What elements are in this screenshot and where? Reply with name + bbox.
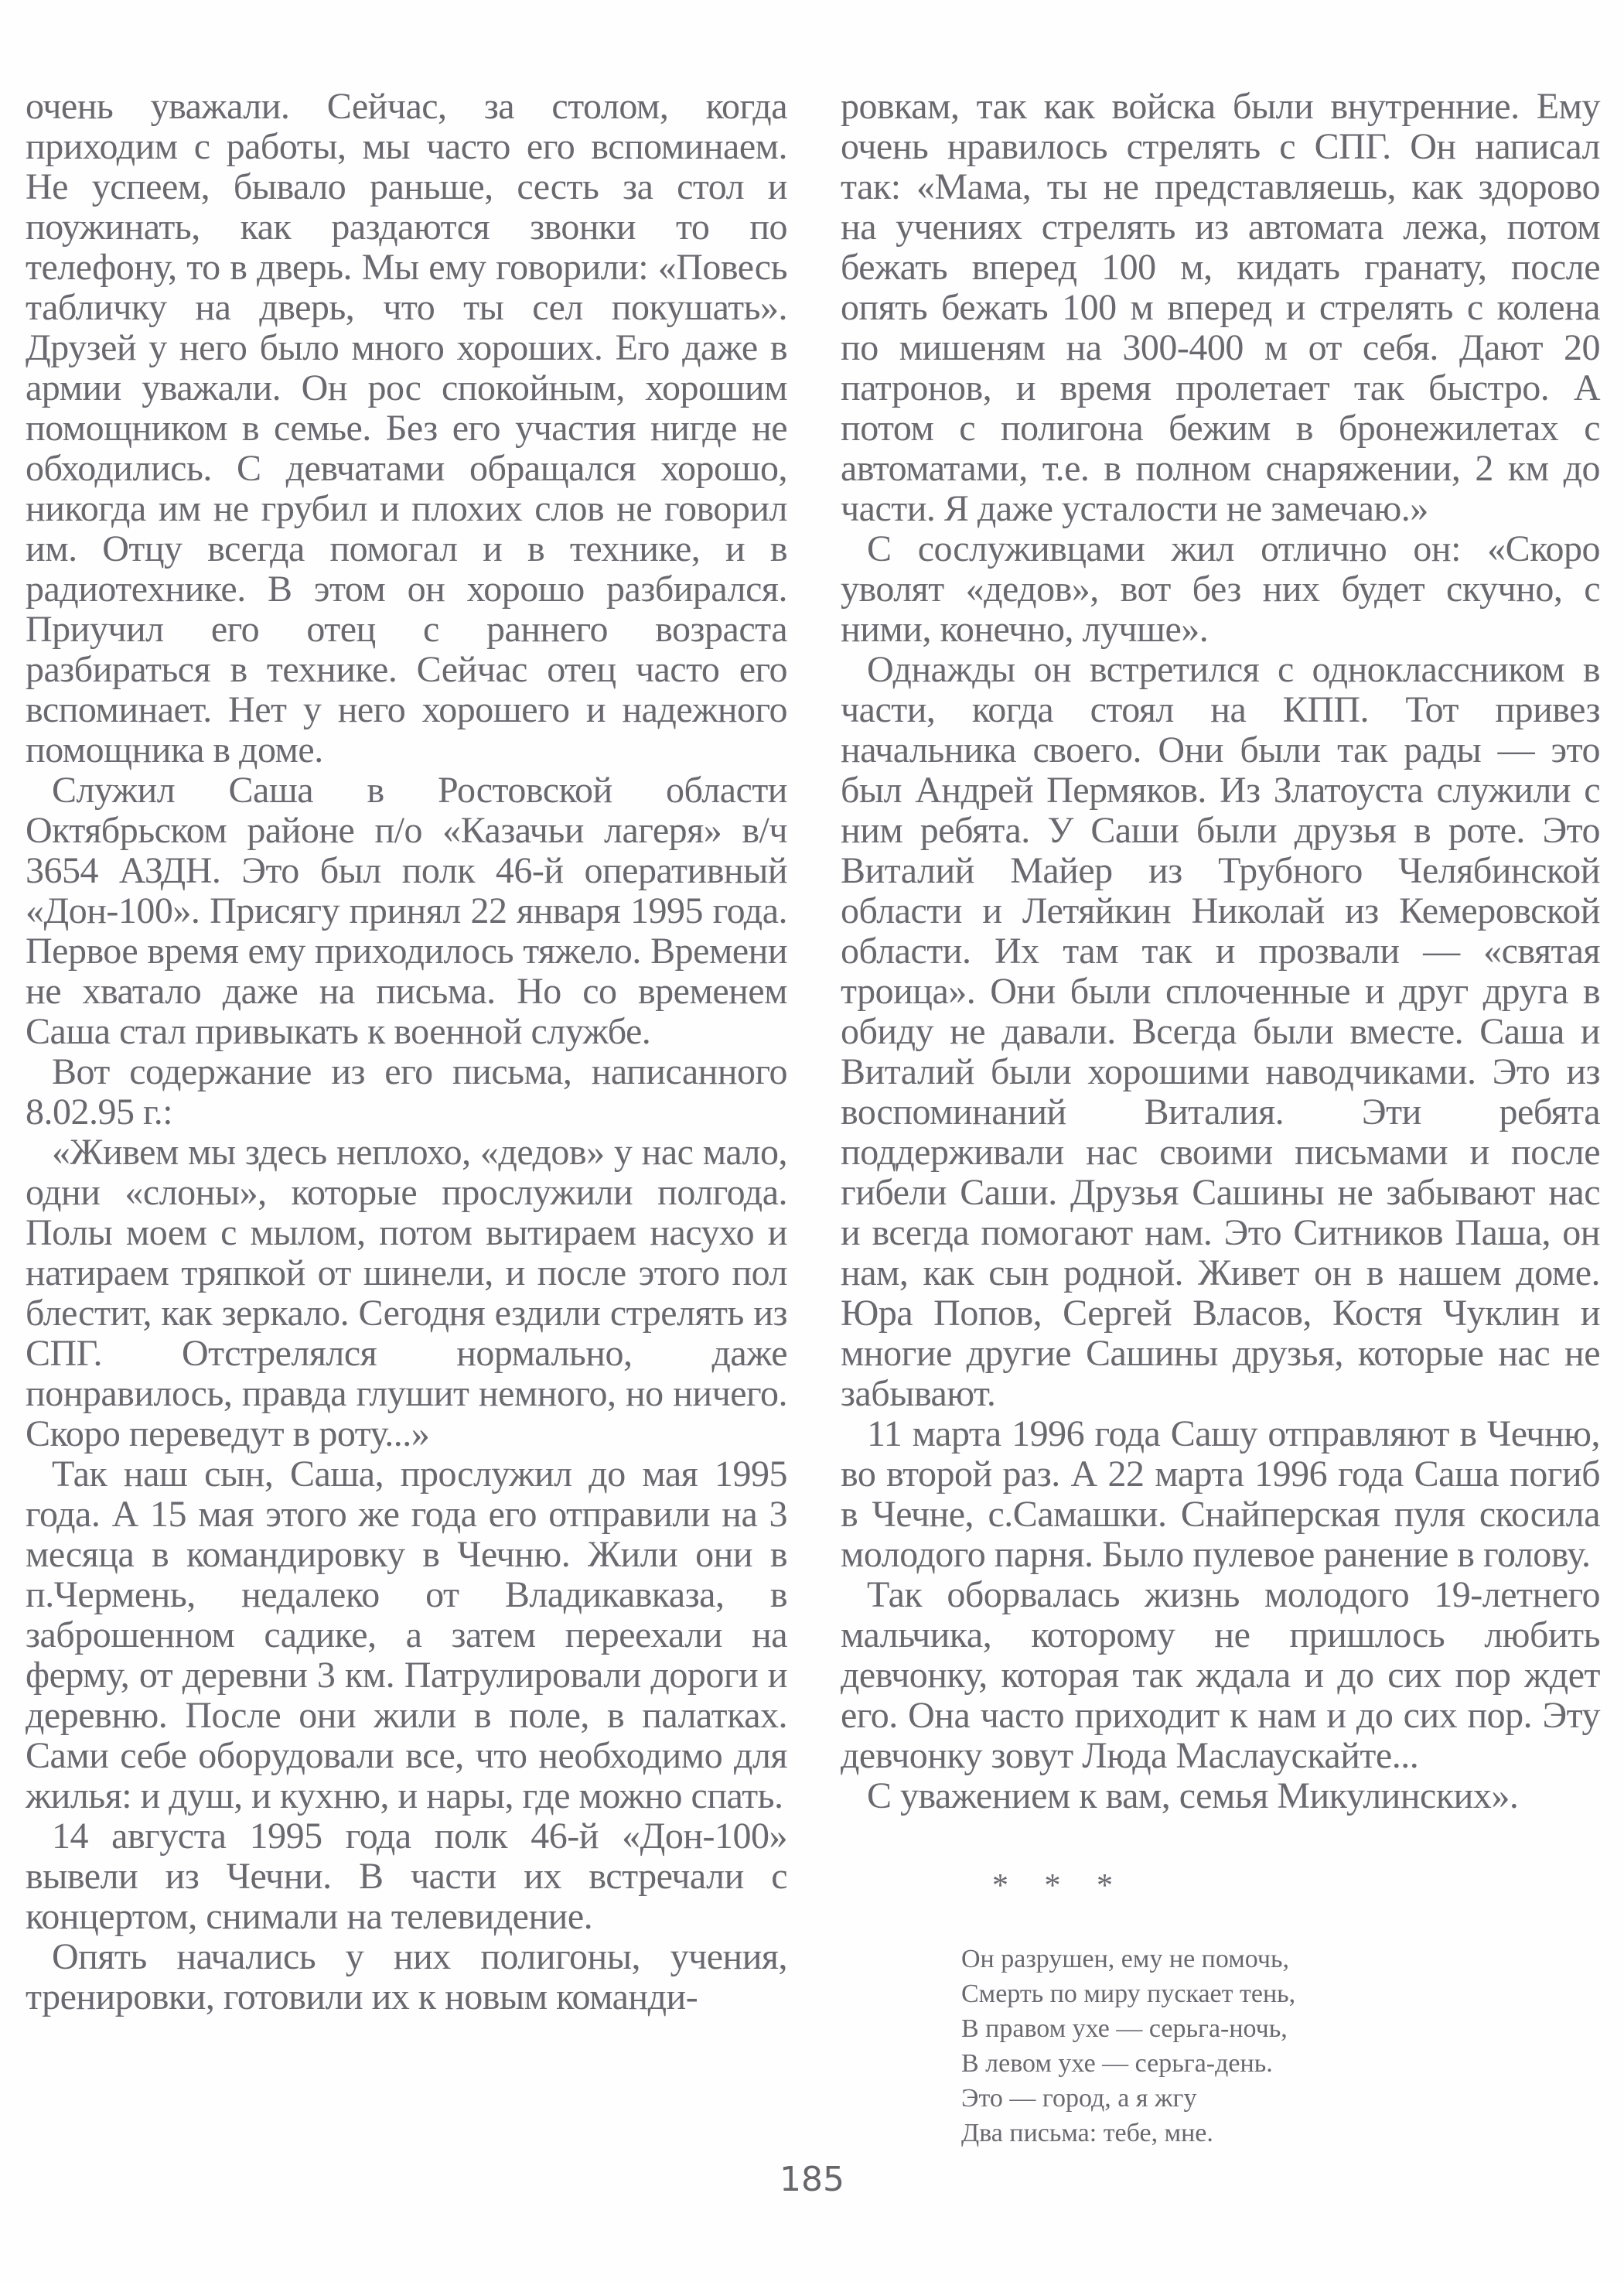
paragraph: Так наш сын, Саша, прослужил до мая 1995 года. А 15 мая этого же года его отправили на 3 месяца в командировку в Чечню. Жили они в п.Чермень, недалеко от Владикавказа, в заброшенном садике, а затем переехали на ферму, от деревни 3 км. Патрулировали дороги и деревню. После они жили в поле, в палатках. Сами себе оборудовали все, что необходимо для жилья: и душ, и кухню, и нары, где можно спать. xyxy=(26,1454,787,1816)
page-number: 185 xyxy=(780,2160,844,2199)
paragraph: «Живем мы здесь неплохо, «дедов» у нас мало, одни «слоны», которые прослужили полгода. Полы моем с мылом, потом вытираем насухо и натираем тряпкой от шинели, и после этого пол блестит, как зеркало. Сегодня ездили стрелять из СПГ. Отстрелялся нормально, даже понравилось, правда глушит немного, но ничего. Скоро переведут в роту...» xyxy=(26,1132,787,1454)
poem-line: Он разрушен, ему не помочь, xyxy=(961,1945,1289,1973)
text-column-right xyxy=(841,87,1600,2150)
paragraph: ровкам, так как войска были внутренние. Ему очень нравилось стрелять с СПГ. Он написал так: «Мама, ты не представляешь, как здорово на учениях стрелять из автомата лежа, потом бежать вперед 100 м, кидать гранату, после опять бежать 100 м вперед и стрелять с колена по мишеням на 300-400 м от себя. Дают 20 патронов, и время пролетает так быстро. А потом с полигона бежим в бронежилетах с автоматами, т.е. в полном снаряжении, 2 км до части. Я даже усталости не замечаю.» xyxy=(841,86,1600,529)
poem-line: В левом ухе — серьга-день. xyxy=(961,2049,1273,2078)
paragraph: Опять начались у них полигоны, учения, тренировки, готовили их к новым команди- xyxy=(26,1936,787,2017)
poem-line: Это — город, а я жгу xyxy=(961,2084,1197,2113)
paragraph: Вот содержание из его письма, написанного 8.02.95 г.: xyxy=(26,1051,787,1132)
paragraph: очень уважали. Сейчас, за столом, когда приходим с работы, мы часто его вспоминаем. Не успеем, бывало раньше, сесть за стол и поужинать, как раздаются звонки то по телефону, то в дверь. Мы ему говорили: «Повесь табличку на дверь, что ты сел покушать». Друзей у него было много хороших. Его даже в армии уважали. Он рос спокойным, хорошим помощником в семье. Без его участия нигде не обходились. С девчатами обращался хорошо, никогда им не грубил и плохих слов не говорил им. Отцу всегда помогал и в технике, и в радиотехнике. В этом он хорошо разбирался. Приучил его отец с раннего возраста разбираться в технике. Сейчас отец часто его вспоминает. Нет у него хорошего и надежного помощника в доме. xyxy=(26,86,787,770)
paragraph: С сослуживцами жил отлично он: «Скоро уволят «дедов», вот без них будет скучно, с ними, конечно, лучше». xyxy=(841,528,1600,650)
text-column-left xyxy=(26,87,787,2017)
paragraph: 11 марта 1996 года Сашу отправляют в Чечню, во второй раз. А 22 марта 1996 года Саша погиб в Чечне, с.Самашки. Снайперская пуля скосила молодого парня. Было пулевое ранение в голову. xyxy=(841,1413,1600,1575)
paragraph: 14 августа 1995 года полк 46-й «Дон-100» вывели из Чечни. В части их встречали с концертом, снимали на телевидение. xyxy=(26,1816,787,1937)
poem-line: Два письма: тебе, мне. xyxy=(961,2119,1213,2147)
paragraph: Так оборвалась жизнь молодого 19-летнего мальчика, которому не пришлось любить девчонку, которая так ждала и до сих пор ждет его. Она часто приходит к нам и до сих пор. Эту девчонку зовут Люда Маслаускайте... xyxy=(841,1574,1600,1776)
poem-line: В правом ухе — серьга-ночь, xyxy=(961,2014,1288,2043)
poem-line: Смерть по миру пускает тень, xyxy=(961,1980,1296,2008)
paragraph: С уважением к вам, семья Микулинских». xyxy=(867,1775,1519,1816)
paragraph: Служил Саша в Ростовской области Октябрьском районе п/о «Казачьи лагеря» в/ч 3654 АЗДН. Это был полк 46-й оперативный «Дон-100». Присягу принял 22 января 1995 года. Первое время ему приходилось тяжело. Времени не хватало даже на письма. Но со временем Саша стал привыкать к военной службе. xyxy=(26,770,787,1052)
section-divider-asterisks: * * * xyxy=(992,1868,1127,1904)
poem-block xyxy=(961,1942,1600,2150)
paragraph: Однажды он встретился с одноклассником в части, когда стоял на КПП. Тот привез начальника своего. Они были так рады — это был Андрей Пермяков. Из Златоуста служили с ним ребята. У Саши были друзья в роте. Это Виталий Майер из Трубного Челябинской области и Летяйкин Николай из Кемеровской области. Их там так и прозвали — «святая троица». Они были сплоченные и друг друга в обиду не давали. Всегда были вместе. Саша и Виталий были хорошими наводчиками. Это из воспоминаний Виталия. Эти ребята поддерживали нас своими письмами и после гибели Саши. Друзья Сашины не забывают нас и всегда помогают нам. Это Ситников Паша, он нам, как сын родной. Живет он в нашем доме. Юра Попов, Сергей Власов, Костя Чуклин и многие другие Сашины друзья, которые нас не забывают. xyxy=(841,649,1600,1414)
